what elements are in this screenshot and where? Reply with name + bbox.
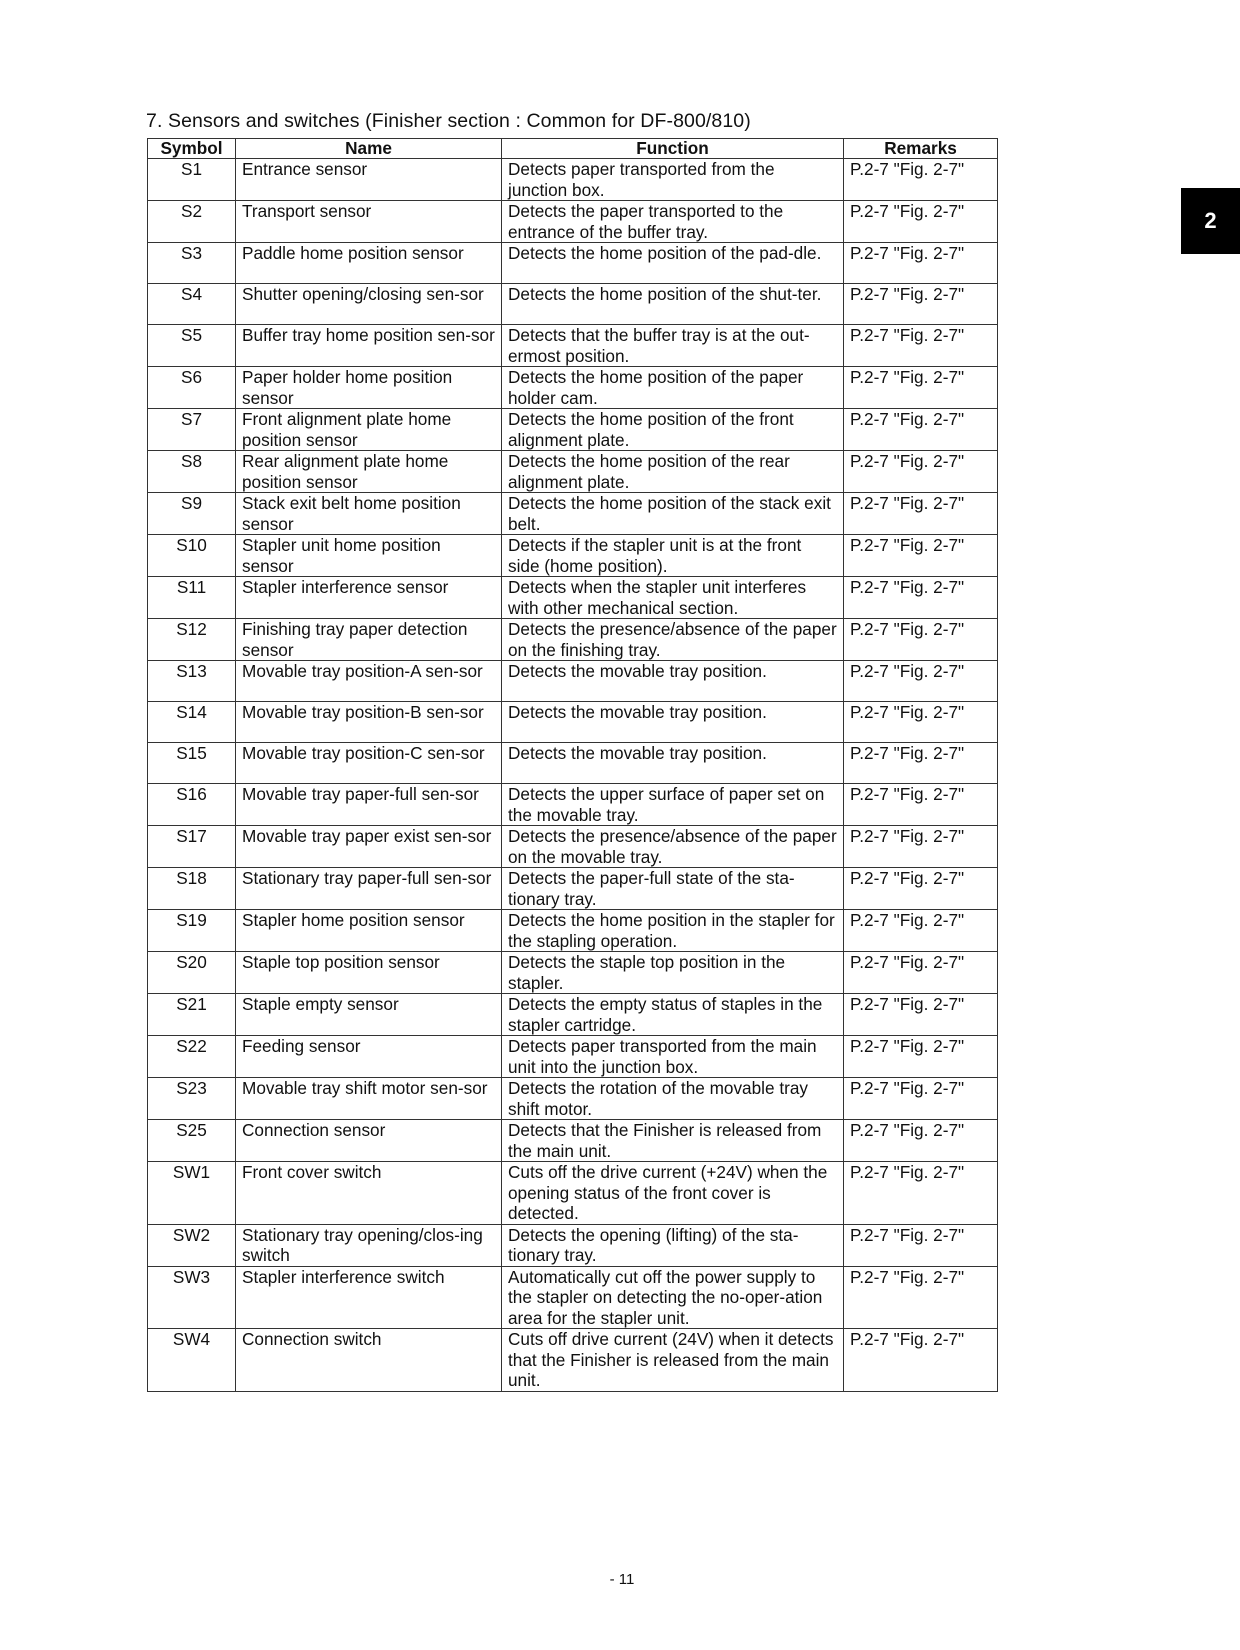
cell-function: Detects the home position of the shut-ter.: [502, 284, 844, 325]
cell-symbol: S8: [148, 451, 236, 493]
cell-symbol: S4: [148, 284, 236, 325]
cell-function: Cuts off drive current (24V) when it detects that the Finisher is released from the main unit.: [502, 1329, 844, 1392]
cell-function: Detects if the stapler unit is at the front side (home position).: [502, 535, 844, 577]
table-row: [148, 284, 998, 325]
cell-name: Front alignment plate home position sensor: [236, 409, 502, 451]
cell-function: Detects the paper-full state of the sta-tionary tray.: [502, 868, 844, 910]
cell-symbol: S9: [148, 493, 236, 535]
cell-function: Detects that the Finisher is released from the main unit.: [502, 1120, 844, 1162]
cell-name: Front cover switch: [236, 1162, 502, 1225]
cell-remarks: P.2-7 "Fig. 2-7": [844, 1078, 998, 1120]
table-row: [148, 784, 998, 826]
cell-function: Detects the movable tray position.: [502, 661, 844, 702]
cell-remarks: P.2-7 "Fig. 2-7": [844, 243, 998, 284]
table-row: [148, 1162, 998, 1225]
cell-symbol: S16: [148, 784, 236, 826]
cell-name: Movable tray position-A sen-sor: [236, 661, 502, 702]
cell-function: Detects the home position of the rear alignment plate.: [502, 451, 844, 493]
cell-remarks: P.2-7 "Fig. 2-7": [844, 284, 998, 325]
cell-symbol: S7: [148, 409, 236, 451]
cell-function: Cuts off the drive current (+24V) when the opening status of the front cover is detected.: [502, 1162, 844, 1225]
cell-remarks: P.2-7 "Fig. 2-7": [844, 952, 998, 994]
cell-function: Detects the home position of the pad-dle.: [502, 243, 844, 284]
table-row: [148, 159, 998, 201]
cell-name: Shutter opening/closing sen-sor: [236, 284, 502, 325]
cell-symbol: S1: [148, 159, 236, 201]
table-row: [148, 702, 998, 743]
table-row: [148, 325, 998, 367]
cell-remarks: P.2-7 "Fig. 2-7": [844, 826, 998, 868]
cell-remarks: P.2-7 "Fig. 2-7": [844, 743, 998, 784]
cell-remarks: P.2-7 "Fig. 2-7": [844, 493, 998, 535]
table-row: [148, 367, 998, 409]
cell-name: Entrance sensor: [236, 159, 502, 201]
cell-name: Rear alignment plate home position sensor: [236, 451, 502, 493]
header-remarks: Remarks: [844, 139, 998, 159]
cell-symbol: SW1: [148, 1162, 236, 1225]
table-row: [148, 243, 998, 284]
cell-remarks: P.2-7 "Fig. 2-7": [844, 201, 998, 243]
cell-name: Paddle home position sensor: [236, 243, 502, 284]
cell-function: Detects the presence/absence of the paper on the finishing tray.: [502, 619, 844, 661]
cell-remarks: P.2-7 "Fig. 2-7": [844, 702, 998, 743]
cell-symbol: S11: [148, 577, 236, 619]
cell-symbol: S6: [148, 367, 236, 409]
cell-symbol: S12: [148, 619, 236, 661]
header-name: Name: [236, 139, 502, 159]
table-row: [148, 201, 998, 243]
table-row: [148, 826, 998, 868]
chapter-tab: 2: [1181, 188, 1240, 254]
table-row: [148, 493, 998, 535]
cell-symbol: S20: [148, 952, 236, 994]
table-row: [148, 1036, 998, 1078]
cell-name: Movable tray position-B sen-sor: [236, 702, 502, 743]
table-row: [148, 451, 998, 493]
cell-function: Detects the presence/absence of the paper on the movable tray.: [502, 826, 844, 868]
cell-remarks: P.2-7 "Fig. 2-7": [844, 910, 998, 952]
cell-remarks: P.2-7 "Fig. 2-7": [844, 1162, 998, 1225]
cell-remarks: P.2-7 "Fig. 2-7": [844, 409, 998, 451]
cell-function: Detects the upper surface of paper set on the movable tray.: [502, 784, 844, 826]
cell-symbol: S15: [148, 743, 236, 784]
cell-name: Connection sensor: [236, 1120, 502, 1162]
table-row: [148, 1224, 998, 1266]
cell-name: Stapler home position sensor: [236, 910, 502, 952]
cell-symbol: S25: [148, 1120, 236, 1162]
cell-remarks: P.2-7 "Fig. 2-7": [844, 661, 998, 702]
cell-symbol: S13: [148, 661, 236, 702]
cell-remarks: P.2-7 "Fig. 2-7": [844, 1266, 998, 1329]
table-row: [148, 952, 998, 994]
cell-name: Stationary tray paper-full sen-sor: [236, 868, 502, 910]
cell-symbol: S14: [148, 702, 236, 743]
table-row: [148, 619, 998, 661]
cell-name: Stack exit belt home position sensor: [236, 493, 502, 535]
cell-symbol: S17: [148, 826, 236, 868]
cell-symbol: S10: [148, 535, 236, 577]
cell-function: Detects the home position in the stapler for the stapling operation.: [502, 910, 844, 952]
cell-name: Movable tray shift motor sen-sor: [236, 1078, 502, 1120]
cell-function: Detects the home position of the paper holder cam.: [502, 367, 844, 409]
cell-function: Detects the opening (lifting) of the sta-tionary tray.: [502, 1224, 844, 1266]
cell-remarks: P.2-7 "Fig. 2-7": [844, 367, 998, 409]
cell-name: Movable tray paper exist sen-sor: [236, 826, 502, 868]
table-row: [148, 1329, 998, 1392]
cell-name: Transport sensor: [236, 201, 502, 243]
cell-remarks: P.2-7 "Fig. 2-7": [844, 159, 998, 201]
cell-remarks: P.2-7 "Fig. 2-7": [844, 451, 998, 493]
cell-function: Detects the home position of the front alignment plate.: [502, 409, 844, 451]
page-number-text: - 11: [609, 1571, 635, 1588]
cell-symbol: S5: [148, 325, 236, 367]
cell-function: Detects paper transported from the junction box.: [502, 159, 844, 201]
cell-function: Automatically cut off the power supply to the stapler on detecting the no-oper-ation area for the stapler unit.: [502, 1266, 844, 1329]
cell-function: Detects the rotation of the movable tray shift motor.: [502, 1078, 844, 1120]
cell-remarks: P.2-7 "Fig. 2-7": [844, 868, 998, 910]
cell-name: Buffer tray home position sen-sor: [236, 325, 502, 367]
table-row: [148, 868, 998, 910]
cell-remarks: P.2-7 "Fig. 2-7": [844, 1329, 998, 1392]
table-header-row: [148, 139, 998, 159]
table-row: [148, 535, 998, 577]
table-row: [148, 1120, 998, 1162]
cell-remarks: P.2-7 "Fig. 2-7": [844, 1120, 998, 1162]
sensors-switches-table: [147, 138, 998, 1392]
table-row: [148, 1266, 998, 1329]
cell-remarks: P.2-7 "Fig. 2-7": [844, 784, 998, 826]
cell-function: Detects the staple top position in the stapler.: [502, 952, 844, 994]
cell-name: Movable tray paper-full sen-sor: [236, 784, 502, 826]
cell-symbol: SW3: [148, 1266, 236, 1329]
cell-function: Detects the empty status of staples in the stapler cartridge.: [502, 994, 844, 1036]
table-row: [148, 910, 998, 952]
cell-symbol: S23: [148, 1078, 236, 1120]
cell-function: Detects when the stapler unit interferes with other mechanical section.: [502, 577, 844, 619]
table-row: [148, 577, 998, 619]
cell-name: Connection switch: [236, 1329, 502, 1392]
cell-function: Detects that the buffer tray is at the out-ermost position.: [502, 325, 844, 367]
cell-name: Finishing tray paper detection sensor: [236, 619, 502, 661]
cell-function: Detects the home position of the stack exit belt.: [502, 493, 844, 535]
cell-name: Staple empty sensor: [236, 994, 502, 1036]
cell-remarks: P.2-7 "Fig. 2-7": [844, 325, 998, 367]
cell-name: Stapler unit home position sensor: [236, 535, 502, 577]
cell-remarks: P.2-7 "Fig. 2-7": [844, 535, 998, 577]
cell-name: Stapler interference switch: [236, 1266, 502, 1329]
cell-name: Feeding sensor: [236, 1036, 502, 1078]
table-row: [148, 1078, 998, 1120]
cell-symbol: S22: [148, 1036, 236, 1078]
cell-function: Detects the paper transported to the entrance of the buffer tray.: [502, 201, 844, 243]
cell-symbol: S2: [148, 201, 236, 243]
table-row: [148, 661, 998, 702]
cell-symbol: S21: [148, 994, 236, 1036]
section-title: 7. Sensors and switches (Finisher section : Common for DF-800/810): [146, 110, 751, 132]
cell-name: Paper holder home position sensor: [236, 367, 502, 409]
cell-function: Detects the movable tray position.: [502, 743, 844, 784]
cell-name: Stationary tray opening/clos-ing switch: [236, 1224, 502, 1266]
cell-function: Detects the movable tray position.: [502, 702, 844, 743]
table-row: [148, 409, 998, 451]
table-row: [148, 994, 998, 1036]
cell-name: Staple top position sensor: [236, 952, 502, 994]
header-function: Function: [502, 139, 844, 159]
cell-name: Movable tray position-C sen-sor: [236, 743, 502, 784]
cell-remarks: P.2-7 "Fig. 2-7": [844, 1036, 998, 1078]
cell-function: Detects paper transported from the main unit into the junction box.: [502, 1036, 844, 1078]
cell-remarks: P.2-7 "Fig. 2-7": [844, 619, 998, 661]
cell-name: Stapler interference sensor: [236, 577, 502, 619]
page-number: [0, 1571, 1240, 1588]
cell-symbol: S19: [148, 910, 236, 952]
table-row: [148, 743, 998, 784]
cell-remarks: P.2-7 "Fig. 2-7": [844, 1224, 998, 1266]
cell-symbol: S3: [148, 243, 236, 284]
cell-remarks: P.2-7 "Fig. 2-7": [844, 577, 998, 619]
header-symbol: Symbol: [148, 139, 236, 159]
cell-remarks: P.2-7 "Fig. 2-7": [844, 994, 998, 1036]
cell-symbol: S18: [148, 868, 236, 910]
cell-symbol: SW2: [148, 1224, 236, 1266]
cell-symbol: SW4: [148, 1329, 236, 1392]
